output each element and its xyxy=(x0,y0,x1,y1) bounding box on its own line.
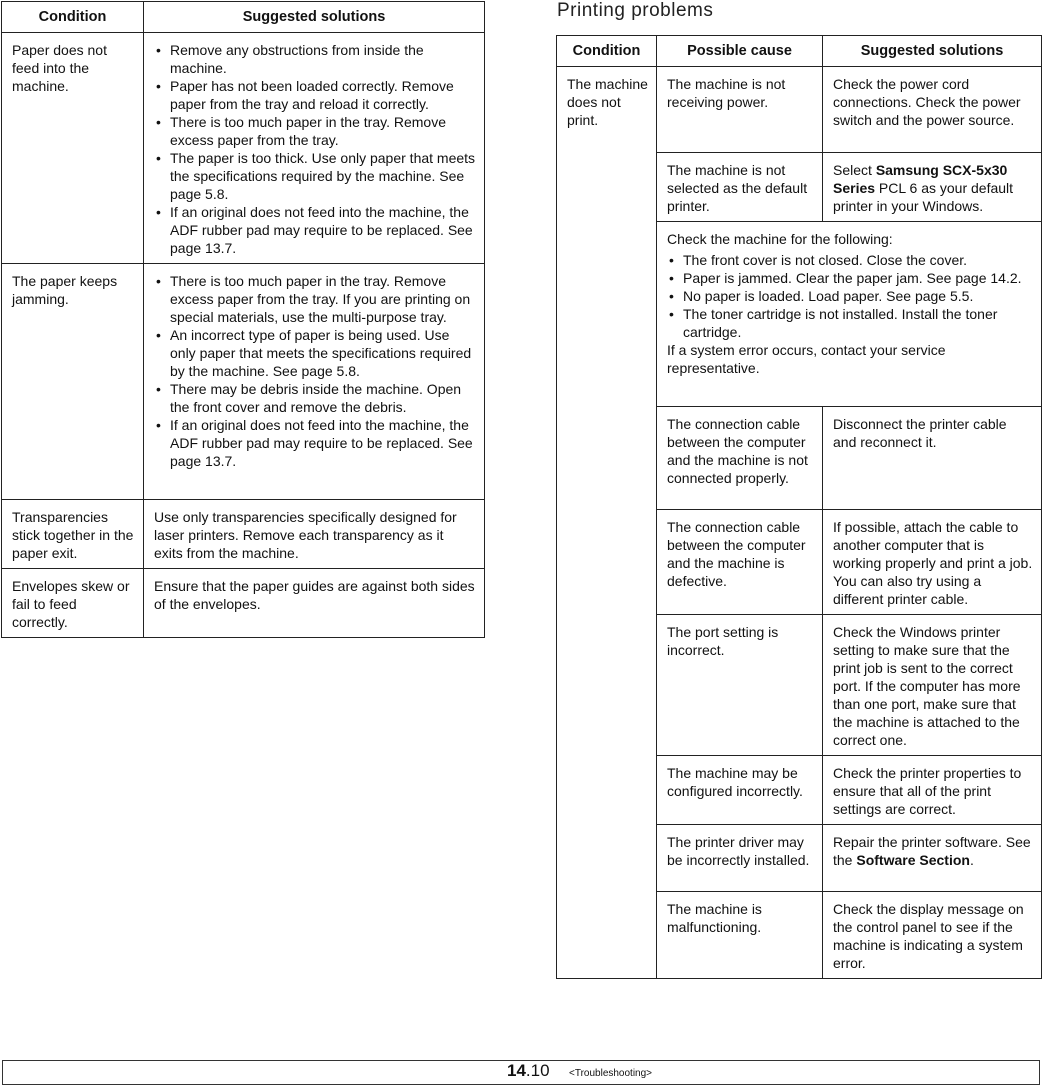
solutions-cell: Use only transparencies specifically designed for laser printers. Remove each transparency as it exits from the machine. xyxy=(144,500,485,569)
page-footer xyxy=(2,1060,1040,1085)
list-item: • There is too much paper in the tray. Remove excess paper from the tray. xyxy=(154,113,476,149)
condition-cell: Envelopes skew or fail to feed correctly. xyxy=(2,569,144,638)
table-row xyxy=(2,500,485,569)
cause-cell: The machine is malfunctioning. xyxy=(657,892,823,979)
solutions-cell xyxy=(144,264,485,500)
condition-cell: The paper keeps jamming. xyxy=(2,264,144,500)
solutions-list xyxy=(154,272,476,470)
solution-cell: Disconnect the printer cable and reconnect it. xyxy=(823,407,1042,510)
column-header-suggested-solutions: Suggested solutions xyxy=(823,36,1042,67)
cause-cell: The connection cable between the computer and the machine is not connected properly. xyxy=(657,407,823,510)
checklist-outro: If a system error occurs, contact your service representative. xyxy=(667,342,946,376)
list-item: • If an original does not feed into the machine, the ADF rubber pad may require to be replaced. See page 13.7. xyxy=(154,203,476,257)
solution-text: PCL 6 as your default printer in your Windows. xyxy=(833,180,1014,214)
list-item: • The toner cartridge is not installed. Install the toner cartridge. xyxy=(667,305,1033,341)
table-row xyxy=(2,264,485,500)
condition-cell: Transparencies stick together in the paper exit. xyxy=(2,500,144,569)
section-title: Printing problems xyxy=(557,0,714,21)
checklist-cell xyxy=(657,222,1042,407)
chapter-name: <Troubleshooting> xyxy=(569,1068,653,1079)
table-row xyxy=(557,67,1042,153)
column-header-condition: Condition xyxy=(557,36,657,67)
chapter-number: 14 xyxy=(507,1061,526,1080)
solution-text: Select xyxy=(833,162,876,178)
cause-cell: The printer driver may be incorrectly installed. xyxy=(657,825,823,892)
column-header-suggested-solutions: Suggested solutions xyxy=(144,2,485,33)
solution-cell: Check the display message on the control panel to see if the machine is indicating a system error. xyxy=(823,892,1042,979)
section-reference: Software Section xyxy=(856,852,970,868)
checklist-intro: Check the machine for the following: xyxy=(667,231,893,247)
printing-problems-table xyxy=(556,35,1042,979)
solution-cell xyxy=(823,153,1042,222)
column-header-condition: Condition xyxy=(2,2,144,33)
solutions-cell: Ensure that the paper guides are against both sides of the envelopes. xyxy=(144,569,485,638)
list-item: • The paper is too thick. Use only paper that meets the specifications required by the machine. See page 5.8. xyxy=(154,149,476,203)
cause-cell: The machine is not receiving power. xyxy=(657,67,823,153)
page-index: .10 xyxy=(525,1061,550,1080)
cause-cell: The machine may be configured incorrectly. xyxy=(657,756,823,825)
list-item: • An incorrect type of paper is being used. Use only paper that meets the specifications required by the machine. See page 5.8. xyxy=(154,326,476,380)
table-row xyxy=(2,33,485,264)
solution-text: Repair the printer software. See the xyxy=(833,834,1031,868)
solutions-list xyxy=(154,41,476,257)
product-name: Samsung SCX-5x30 Series xyxy=(833,162,1008,196)
solution-cell: If possible, attach the cable to another computer that is working properly and print a job. You can also try using a different printer cable. xyxy=(823,510,1042,615)
solution-cell xyxy=(823,825,1042,892)
page-number xyxy=(507,1061,550,1081)
list-item: • Remove any obstructions from inside the machine. xyxy=(154,41,476,77)
solutions-cell xyxy=(144,33,485,264)
cause-cell: The machine is not selected as the default printer. xyxy=(657,153,823,222)
list-item: • There is too much paper in the tray. Remove excess paper from the tray. If you are printing on special materials, use the multi-purpose tray. xyxy=(154,272,476,326)
paper-problems-table xyxy=(1,1,485,638)
table-row xyxy=(2,569,485,638)
list-item: • If an original does not feed into the machine, the ADF rubber pad may require to be replaced. See page 13.7. xyxy=(154,416,476,470)
cause-cell: The connection cable between the computer and the machine is defective. xyxy=(657,510,823,615)
column-header-possible-cause: Possible cause xyxy=(657,36,823,67)
condition-cell: The machine does not print. xyxy=(557,67,657,979)
list-item: • Paper has not been loaded correctly. Remove paper from the tray and reload it correctly. xyxy=(154,77,476,113)
cause-cell: The port setting is incorrect. xyxy=(657,615,823,756)
solution-cell: Check the power cord connections. Check the power switch and the power source. xyxy=(823,67,1042,153)
condition-cell: Paper does not feed into the machine. xyxy=(2,33,144,264)
list-item: • The front cover is not closed. Close the cover. xyxy=(667,251,1033,269)
solution-cell: Check the printer properties to ensure that all of the print settings are correct. xyxy=(823,756,1042,825)
solution-text: . xyxy=(969,852,974,868)
solution-cell: Check the Windows printer setting to make sure that the print job is sent to the correct port. If the computer has more than one port, make sure that the machine is attached to the correct one. xyxy=(823,615,1042,756)
checklist xyxy=(667,251,1033,341)
list-item: • There may be debris inside the machine. Open the front cover and remove the debris. xyxy=(154,380,476,416)
list-item: • Paper is jammed. Clear the paper jam. See page 14.2. xyxy=(667,269,1033,287)
table-header-row xyxy=(557,36,1042,67)
list-item: • No paper is loaded. Load paper. See page 5.5. xyxy=(667,287,1033,305)
table-header-row xyxy=(2,2,485,33)
